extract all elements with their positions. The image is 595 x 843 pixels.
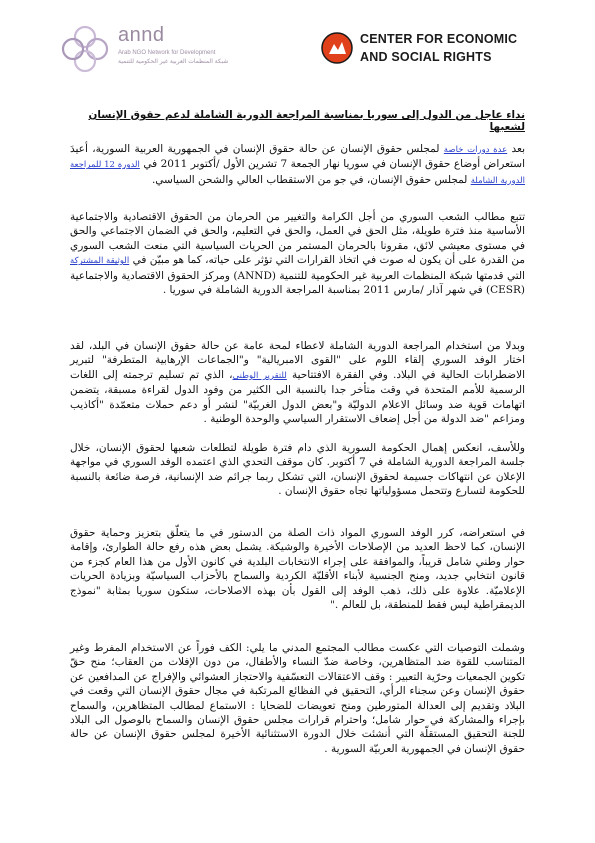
cesr-logo xyxy=(320,28,550,72)
annd-wordmark: annd xyxy=(118,24,165,46)
annd-logo xyxy=(56,20,229,80)
cesr-name-line1: CENTER FOR ECONOMIC xyxy=(360,32,518,46)
upr-session-link[interactable]: الدورة 12 للمراجعة الدورية الشاملة xyxy=(70,160,525,186)
p2-text-a: تتبع مطالب الشعب السوري من أجل الكرامة والتغيير من الحرمان من الحقوق الاقتصادية والاجتماعية الأساسية منذ فترة طويلة، مثل الحق في العمل، والحق في التعليم، والحق في الضمان الاجتماعي والحق في مستوى معيشي لائق، مقرونا بالحرمان المستمر من الحريات السياسية التي منعت الشعب السوري من القدرة على أن يكون له صوت في اتخاذ القرارات التي تؤثر على حياته، كما هو مبيّن في xyxy=(70,211,526,267)
p3-text-a: وبدلا من استخدام المراجعة الدورية الشاملة لاعطاء لمحة عامة عن حالة حقوق الإنسان في البلد، لقد اختار الوفد السوري إلقاء اللوم على "القوى الامبريالية" و"الجماعات الإرهابية المتطرفة" لتبرير الاضطرابات الحالية في البلاد. وفي الفقرة الافتتاحية xyxy=(70,340,525,381)
paragraph-6: وشملت التوصيات التي عكست مطالب المجتمع المدني ما يلي: الكف فوراً عن الاستخدام المفرط وغير المتناسب للقوة ضد المتظاهرين، وخاصة ضدّ النساء والأطفال، من دون الإفلات من العقاب؛ منح حقّ تكوين الجمعيات وحرّية التعبير : وقف الاعتقالات التعسّفية والاحتجاز العشوائي والإفراج عن المدافعين عن حقوق الإنسان وعن سجناء الرأي، التحقيق في الفظائع المرتكبة في مجال حقوق الإنسان التي وقعت في البلاد وتقديم إلى العدالة المتورطين ومنح تعويضات للضحايا : الاستماع لمطالب المتظاهرين، والسماح بإجراء والمشاركة في حوار شامل؛ واحترام قرارات مجلس حقوق الإنسان والسماح بالوصول الى البلاد للجنة التحقيق المستقلّة التي أنشئت خلال الدورة الاستثنائية الأخيرة لمجلس حقوق الإنسان عن حالة حقوق الإنسان في الجمهورية العربيّة السورية . xyxy=(70,642,525,755)
annd-flower-icon xyxy=(56,20,114,78)
cesr-emblem-icon xyxy=(320,30,354,66)
p1-text-c: لمجلس حقوق الإنسان، في جو من الاستقطاب العالي والشحن السياسي. xyxy=(151,173,471,186)
joint-submission-link[interactable]: الوثيقة المشتركة xyxy=(70,256,130,267)
paragraph-3 xyxy=(70,339,525,426)
document-title: نداء عاجل من الدول إلى سوريا بمناسبة المراجعة الدورية الشاملة لدعم حقوق الإنسان لشعبها xyxy=(88,109,525,133)
paragraph-5: في استعراضه، كرر الوفد السوري المواد ذات الصلة من الدستور في ما يتعلّق بتعزيز وحماية حقوق الإنسان، كما لاحظ العديد من الإصلاحات الأخيرة والوشيكة. يشمل بعض هذه رفع حالة الطوارئ، وإقامة حوار وطني شامل قريباً، والموافقة على إجراء الانتخابات البلدية في كانون الأول من هذا العام كجزء من قانون انتخابي جديد، ومنح الجنسية لأبناء الأقليّة الكردية والسماح بالأحزاب السياسيّة وبزيادة الحريات الإعلاميّة. علاوة على ذلك، ذهب الوفد إلى القول بأن بهذه الاصلاحات، ستكون سوريا بمثابة "نموذج الديمقراطية ليس فقط للمنطقة، بل للعالم ." xyxy=(70,527,525,612)
p3-text-b: ، الذي تم تسليم ترجمته إلى اللغات الرسمية للأمم المتحدة في وقت متأخر جدا بالنسبة الى الكثير من وفود الدول لقراءة مسبقة، يتضمن اتهامات قوية ضد وسائل الاعلام الدوليّة و"بعض الدول الغربيّة" لنشر أو دعم حملات متعمّدة "أكاذيب ومزاعم "ضد الدولة من أجل إضعاف الاستقرار السياسي والوحدة الوطنية . xyxy=(70,368,525,426)
national-report-link[interactable]: للتقرير الوطني xyxy=(232,370,287,381)
annd-subtitle-en: Arab NGO Network for Development xyxy=(118,50,216,56)
paragraph-2 xyxy=(70,210,525,297)
p2-text-b: التي قدمتها شبكة المنظمات العربية غير الحكومية للتنمية (ANND) ومركز الحقوق الاقتصادية والاجتماعية (CESR) في شهر آذار /مارس 2011 بمناسبة المراجعة الدورية الشاملة في سوريا . xyxy=(70,269,525,297)
p1-text-a: بعد xyxy=(507,143,526,155)
special-sessions-link[interactable]: عدة دورات خاصة xyxy=(443,145,508,155)
annd-subtitle-ar: شبكة المنظمات العربية غير الحكومية للتنمية xyxy=(118,58,229,65)
p1-text-b: لمجلس حقوق الإنسان عن حالة حقوق الإنسان في الجمهورية العربية السورية، أعيدَ استعراض أوضاع حقوق الإنسان في سوريا نهار الجمعة 7 تشرين الأول /أكتوبر 2011 في xyxy=(70,143,526,171)
paragraph-1 xyxy=(70,142,525,188)
paragraph-4: وللأسف، انعكس إهمال الحكومة السورية الذي دام فترة طويلة لتطلعات شعبها لحقوق الإنسان، خلال جلسة المراجعة الدورية الشاملة في 7 أكتوبر. كان موقف التحدي الذي اعتمده الوفد السوري في مواجهة الإعلان عن انتهاكات جسيمة لحقوق الإنسان، التي تشكل ربما جرائم ضد الإنسانية، فرصة ضائعة بالنسبة للحكومة لتسارع وتتحمل مسؤولياتها تجاه حقوق الإنسان . xyxy=(70,442,525,498)
cesr-name-line2: AND SOCIAL RIGHTS xyxy=(360,50,492,64)
